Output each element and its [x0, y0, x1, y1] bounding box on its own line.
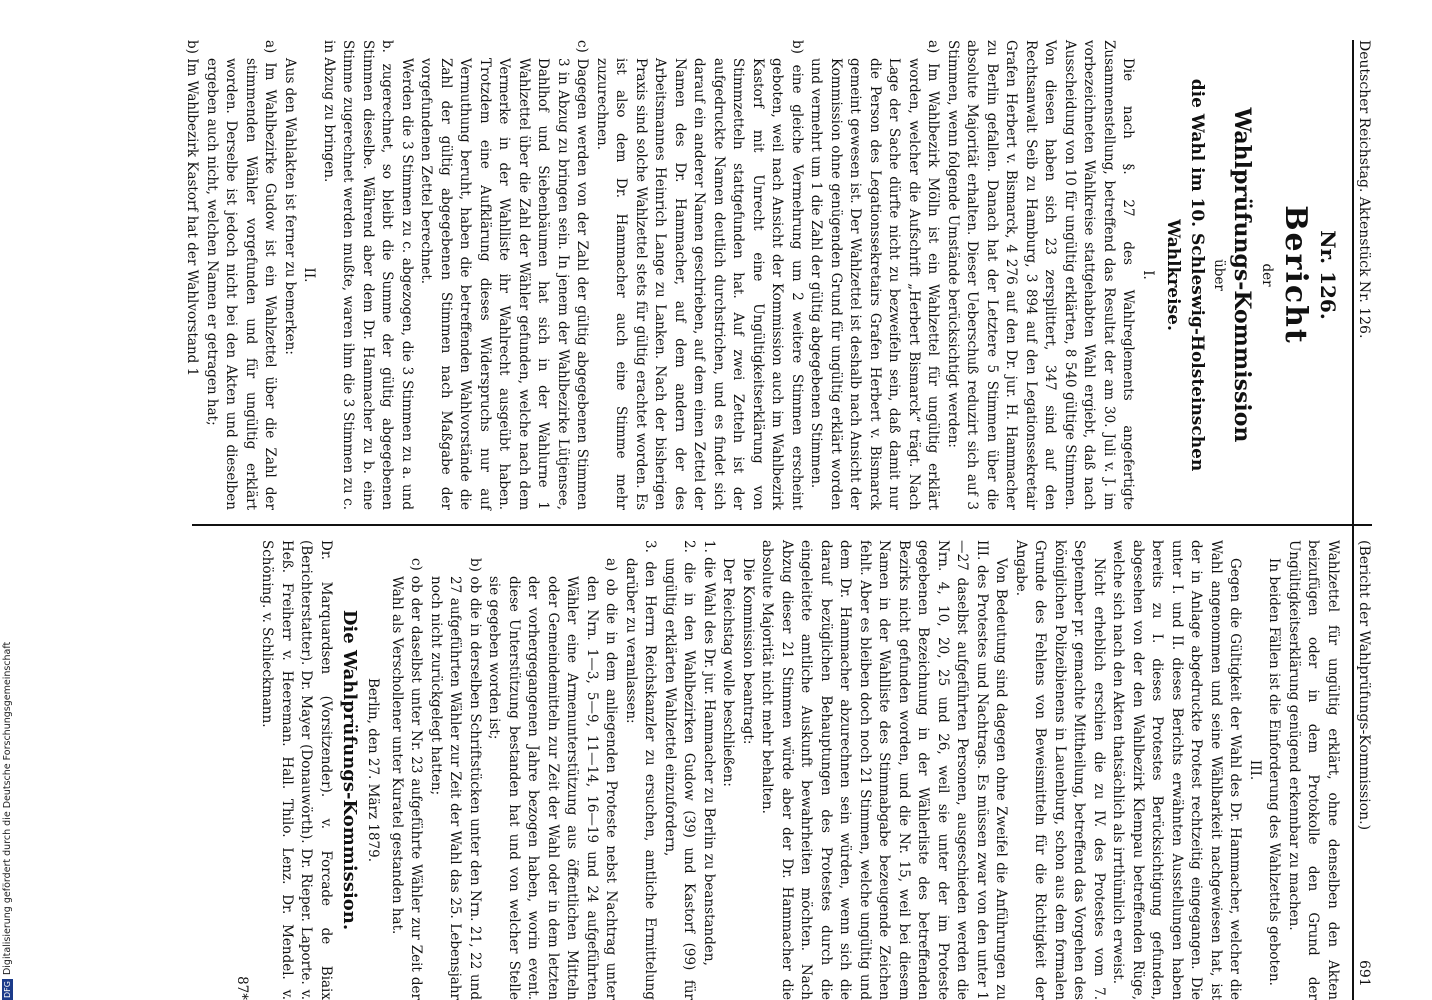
dfg-logo: DFG [3, 981, 12, 998]
sheet-mark: 87* [234, 976, 250, 1000]
paragraph: Die nach §. 27 des Wahlreglements angefertigte Zusammenstellung, betreffend das Resultat der am 30. Juli v. J. im vorbezeichneten Wahlkreise stattgehabten Wahl ergiebt, daß nach Ausscheidung von 10 für ungültig erklärten, 8 540 gültige Stimmen. Von diesen haben sich 23 zersplittert, 347 sind auf den Rechtsanwalt Seib zu Hamburg, 3 894 auf den Legationssekretair Grafen Herbert v. Bismarck, 4 276 auf den Dr. jur. H. Hammacher zu Berlin gefallen. Danach hat der Letztere 5 Stimmen über die absolute Majorität erhalten. Dieser Ueberschuß reduzirt sich auf 3 Stimmen, wenn folgende Umstände berücksichtigt werden: [945, 40, 1137, 510]
section-heading-1: I. [1140, 270, 1156, 280]
list-item: c) ob der daselbst unter Nr. 23 aufgeführte Wähler zur Zeit der Wahl als Verschollener unter Kuratel gestanden hat. [389, 558, 425, 1000]
list-item: b) Im Wahlbezirk Kastorf hat der Wahlvorstand 1 [184, 40, 201, 377]
section-heading-2: II. [301, 267, 318, 283]
title-ueber: über [1211, 259, 1228, 291]
column-divider [192, 524, 1372, 526]
list-item: 1. die Wahl des Dr. jur. Hammacher zu Berlin zu beanstanden, [701, 540, 717, 966]
digitization-note [2, 642, 13, 1000]
list-item: b) ob die in derselben Schriftstücken unter den Nrn. 21, 22 und 27 aufgeführten Wähler zur Zeit der Wahl das 25. Lebensjahr noch nicht zurückgelegt hatten; [428, 558, 483, 1000]
list-item: 3. den Herrn Reichskanzler zu ersuchen, amtliche Ermittelung darüber zu veranlassen: [623, 540, 659, 1000]
list-item: a) Im Wahlbezirk Mölln ist ein Wahlzettel für ungültig erklärt worden, welcher die Aufschrift „Herbert Bismarck“ trägt. Nach Lage der Sache dürfte nicht zu bezweifeln sein, daß damit nur die Person des Legationssekretairs Grafen Herbert v. Bismarck gemeint gewesen ist. Der Wahlzettel ist deshalb nach Ansicht der Kommission ohne genügenden Grund für ungültig erklärt worden und vermehrt um 1 die Zahl der gültig abgegebenen Stimmen. [808, 40, 942, 510]
paragraph: Von Bedeutung sind dagegen ohne Zweifel die Anführungen zu III. des Protestes und Nachtrags. Es müssen zwar von den unter 1—27 daselbst aufgeführten Personen, ausgeschieden werden die Nrn. 4, 10, 20, 25 und 26, weil sie unter der im Proteste gegebenen Bezeichnung in der Wählerliste des betreffenden Bezirks nicht gefunden worden, und die Nr. 15, weil bei diesem Namen in der Wahlliste des Stimmabgabe bezeugende Zeichen fehlt. Aber es bleiben doch noch 21 Stimmen, welche ungültig und dem Dr. Hammacher abzurechnen sein würden, wenn sich die darauf bezüglichen Behauptungen des Protestes durch die eingeleitete amtliche Auskunft bewahrheiten möchten. Nach Abzug dieser 21 Stimmen würde aber der Dr. Hammacher die absolute Majorität nicht mehr behalten. [759, 540, 1010, 1000]
paragraph: Nicht erheblich erschien die zu IV. des Protestes vom 7. September pr. gemachte Mittheilung, betreffend das Vorgehen des königlichen Polizeibienens in Lauenburg, schon aus dem formalen Grunde des Fehlens von Beweismitteln für die Richtigkeit der Angabe. [1013, 540, 1107, 1000]
section-heading-3: III. [1247, 759, 1263, 781]
list-item: 2. die in den Wahlbezirken Gudow (39) und Kastorf (99) für ungültig erklärten Wahlzettel einzufordern, [662, 540, 698, 1000]
signatures: Dr. Marquardsen (Vorsitzender). v. Forcade de Biaix (Berichterstatter). Dr. Mayer (Donauwörth). Dr. Rieper. Laporte. v. Heß. Freiherr v. Heereman. Hall. Thilo. Lenz. Dr. Mendel. v. Schöning. v. Schlieckmann. [259, 540, 334, 1000]
signature-title: Die Wahlprüfungs-Kommission. [339, 609, 360, 931]
page-number: 691 [1356, 960, 1372, 987]
paragraph: Gegen die Gültigkeit der Wahl des Dr. Hammacher, welcher die Wahl angenommen und seine Wählbarkeit nachgewiesen hat, ist der in Anlage abgedruckte Protest rechtzeitig eingegangen. Die unter I. und II. dieses Berichts erwähnten Ausstellungen haben bereits zu I. dieses Protestes Berücksichtigung gefunden, abgesehen von der den Wahlbezirk Klempau betreffenden Rüge, welche sich nach den Akten thatsächlich als irrthümlich erweist. [1110, 540, 1244, 1000]
running-header-right: (Bericht der Wahlprüfungs-Kommission.) [1356, 540, 1372, 831]
right-column [232, 540, 1343, 1000]
left-column [182, 40, 1342, 510]
paragraph: In beiden Fällen ist die Einforderung des Wahlzettels geboten. [1266, 558, 1283, 986]
paragraph: Die Kommission beantragt: [740, 558, 756, 745]
commission-name: Wahlprüfungs-Kommission [1229, 107, 1256, 443]
list-item: c) Dagegen werden von der Zahl der gültig abgegebenen Stimmen 3 in Abzug zu bringen sein. In jenem der Wahlbezirke Lütjensee, Dahlhof und Siebenbäumen hat sich in der Wahlurne 1 Wahlzettel über die Zahl der Wähler gefunden, welche nach dem Vermerke in der Wahlliste ihr Wahlrecht ausgeübt haben. Trotzdem eine Aufklärung dieses Widerspruchs nur auf Vermuthung beruht, haben die betreffenden Wahlvorstände die Zahl der gültig abgegebenen Stimmen nach Maßgabe der vorgefundenen Zettel berechnet. [418, 40, 591, 510]
document-number: Nr. 126. [1316, 230, 1340, 320]
running-header-left: Deutscher Reichstag. Aktenstück Nr. 126. [1356, 40, 1372, 339]
digitization-text: Digitalisierung gefördert durch die Deutsche Forschungsgemeinschaft [2, 641, 13, 976]
title-der: der [1259, 263, 1275, 287]
document-title: Bericht [1278, 205, 1313, 345]
list-item: b) eine gleiche Vermehrung um 2 weitere Stimmen erscheint geboten, weil nach Ansicht der Kommission auch im Wahlbezirk Kastorf mit Unrecht eine Ungültigkeitserklärung von Stimmzetteln stattgefunden hat. Auf zwei Zetteln ist der aufgedruckte Namen deutlich durchstrichen, und es findet sich darauf ein anderer Namen geschrieben, auf dem einen Zettel der Namen des Dr. Hammacher, auf dem andern der des Arbeitsmannes Heinrich Lange zu Lanken. Nach der bisherigen Praxis sind solche Wahlzettel stets für gültig erachtet worden. Es ist also dem Dr. Hammacher auch eine Stimme mehr zuzurechnen. [594, 40, 805, 510]
paragraph: Aus den Wahlakten ist ferner zu bemerken: [282, 58, 298, 355]
rotated-page-content [162, 40, 1372, 1000]
document-subject: die Wahl im 10. Schleswig-Holsteinschen Wahlkreise. [1163, 78, 1207, 472]
list-item: a) Im Wahlbezirke Gudow ist ein Wahlzettel über die Zahl der stimmenden Wähler vorgefunden und für ungültig erklärt worden. Derselbe ist jedoch nicht bei den Akten und dieselben ergeben auch nicht, welchen Namen er getragen hat; [204, 40, 279, 510]
paragraph: Wahlzettel für ungültig erklärt, ohne denselben den Akten beizufügen oder in dem Protokolle den Grund der Ungültigkeitserklärung genügend erkennbar zu machen. [1286, 540, 1341, 1000]
header-rule [1352, 40, 1354, 1000]
paragraph: Werden die 3 Stimmen zu c. abgezogen, die 3 Stimmen zu a. und b. zugerechnet, so bleibt die Summe der gültig abgegebenen Stimmen dieselbe. Während aber dem Dr. Hammacher zu b. eine Stimme zugerechnet werden mußte, waren ihm die 3 Stimmen zu c. in Abzug zu bringen. [321, 40, 415, 510]
dateline: Berlin, den 27. März 1879. [365, 677, 382, 863]
list-item: a) ob die in dem anliegenden Proteste nebst Nachtrag unter den Nrn. 1—3, 5—9, 11—14, 16—19 und 24 aufgeführten Wähler eine Armenunterstützung aus öffentlichen Mitteln oder Gemeindemitteln zur Zeit der Wahl oder in dem letzten der vorhergegangenen Jahre bezogen haben, worin event. diese Unterstützung bestanden hat und von welcher Stelle sie gegeben worden ist; [486, 558, 620, 1000]
paragraph: Der Reichstag wolle beschließen: [720, 558, 737, 787]
